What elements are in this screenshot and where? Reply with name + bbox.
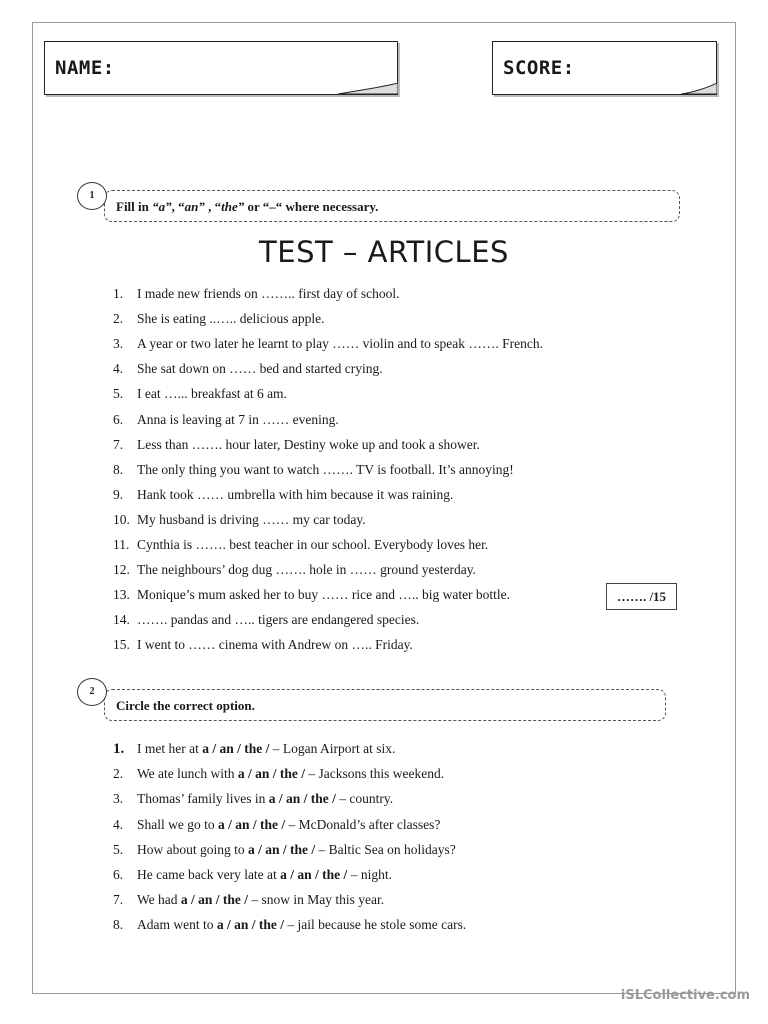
item-text: I made new friends on …….. first day of school. [137,286,400,301]
name-box[interactable] [44,41,398,95]
item-text: Thomas’ family lives in a / an / the / – country. [137,791,394,807]
item-number: 1. [113,286,124,301]
item-number: 5. [113,386,124,402]
section-1-badge: 1 [77,182,107,210]
watermark: iSLCollective.com [620,988,750,1003]
item-text: Adam went to a / an / the / – jail because he stole some cars. [137,917,467,933]
exercise-2-item [113,892,384,908]
item-number: 8. [113,461,124,477]
exercise-1-item [113,412,339,428]
item-number: 8. [113,917,124,933]
item-text: Monique’s mum asked her to buy …… rice and ….. big water bottle. [137,587,511,603]
exercise-2-item [113,791,393,807]
item-text: He came back very late at a / an / the / – night. [137,867,392,882]
exercise-1-item [113,286,399,302]
item-text: I went to …… cinema with Andrew on ….. Friday. [137,637,413,653]
item-text: ……. pandas and ….. tigers are endangered species. [137,612,420,628]
exercise-1-item [113,311,324,327]
exercise-1-item [113,512,366,528]
item-text: Less than ……. hour later, Destiny woke up and took a shower. [137,436,480,452]
exercise-1-item [113,462,514,478]
exercise-2-item [113,917,466,933]
item-number: 4. [113,816,124,832]
item-text: Hank took …… umbrella with him because it was raining. [137,486,454,502]
item-number: 2. [113,766,124,782]
item-number: 12. [113,562,130,578]
score-box[interactable] [492,41,717,95]
exercise-2-item [113,766,444,782]
exercise-1-item [113,336,543,352]
item-text: Cynthia is ……. best teacher in our school. Everybody loves her. [137,537,489,552]
item-number: 11. [113,537,130,552]
item-number: 3. [113,791,124,807]
exercise-1-item [113,386,287,402]
item-text: Shall we go to a / an / the / – McDonald’s after classes? [137,816,441,832]
item-number: 2. [113,311,124,327]
item-number: 15. [113,637,130,653]
page-curl-icon [681,83,717,95]
item-text: The only thing you want to watch ……. TV is football. It’s annoying! [137,461,514,477]
item-text: She is eating ..….. delicious apple. [137,311,325,327]
item-text: We had a / an / the / – snow in May this year. [137,892,385,908]
section-1-instruction: Fill in “a”, “an” , “the” or “–“ where necessary. [116,199,379,214]
item-number: 5. [113,841,124,857]
item-text: She sat down on …… bed and started crying. [137,361,383,377]
exercise-1-item [113,487,453,503]
exercise-1-item [113,361,383,377]
name-label: NAME: [55,57,115,79]
item-text: We ate lunch with a / an / the / – Jacksons this weekend. [137,766,445,782]
exercise-1-item [113,612,419,628]
item-number: 3. [113,336,124,352]
exercise-2-item [113,817,440,833]
item-number: 7. [113,436,124,452]
item-text: A year or two later he learnt to play …… violin and to speak ……. French. [137,336,544,352]
exercise-1-item [113,437,480,453]
section-2-instruction-bar [104,689,666,721]
item-number: 6. [113,411,124,427]
exercise-2-item [113,867,392,883]
section-1-instruction-bar [104,190,680,222]
page-title: TEST – ARTICLES [259,235,509,269]
item-text: I met her at a / an / the / – Logan Airport at six. [137,741,396,756]
item-number: 9. [113,486,124,502]
exercise-2-item [113,741,395,758]
item-number: 10. [113,511,130,527]
item-text: The neighbours’ dog dug ……. hole in …… ground yesterday. [137,562,476,578]
page-curl-icon [338,83,398,95]
item-text: How about going to a / an / the / – Baltic Sea on holidays? [137,841,456,857]
item-text: My husband is driving …… my car today. [137,511,366,527]
item-number: 1. [113,741,125,757]
section-2-badge: 2 [77,678,107,706]
exercise-2-item [113,842,456,858]
exercise-1-item [113,587,510,603]
item-number: 6. [113,867,124,882]
score-label: SCORE: [503,57,575,79]
item-number: 7. [113,892,124,908]
exercise-1-item [113,537,488,553]
item-number: 4. [113,361,124,377]
section-1-score-box: ……. /15 [606,583,677,610]
item-text: Anna is leaving at 7 in …… evening. [137,411,339,427]
item-text: I eat …... breakfast at 6 am. [137,386,287,402]
exercise-1-item [113,562,476,578]
exercise-1-item [113,637,413,653]
item-number: 13. [113,587,130,603]
item-number: 14. [113,612,130,628]
section-2-instruction: Circle the correct option. [116,698,255,713]
